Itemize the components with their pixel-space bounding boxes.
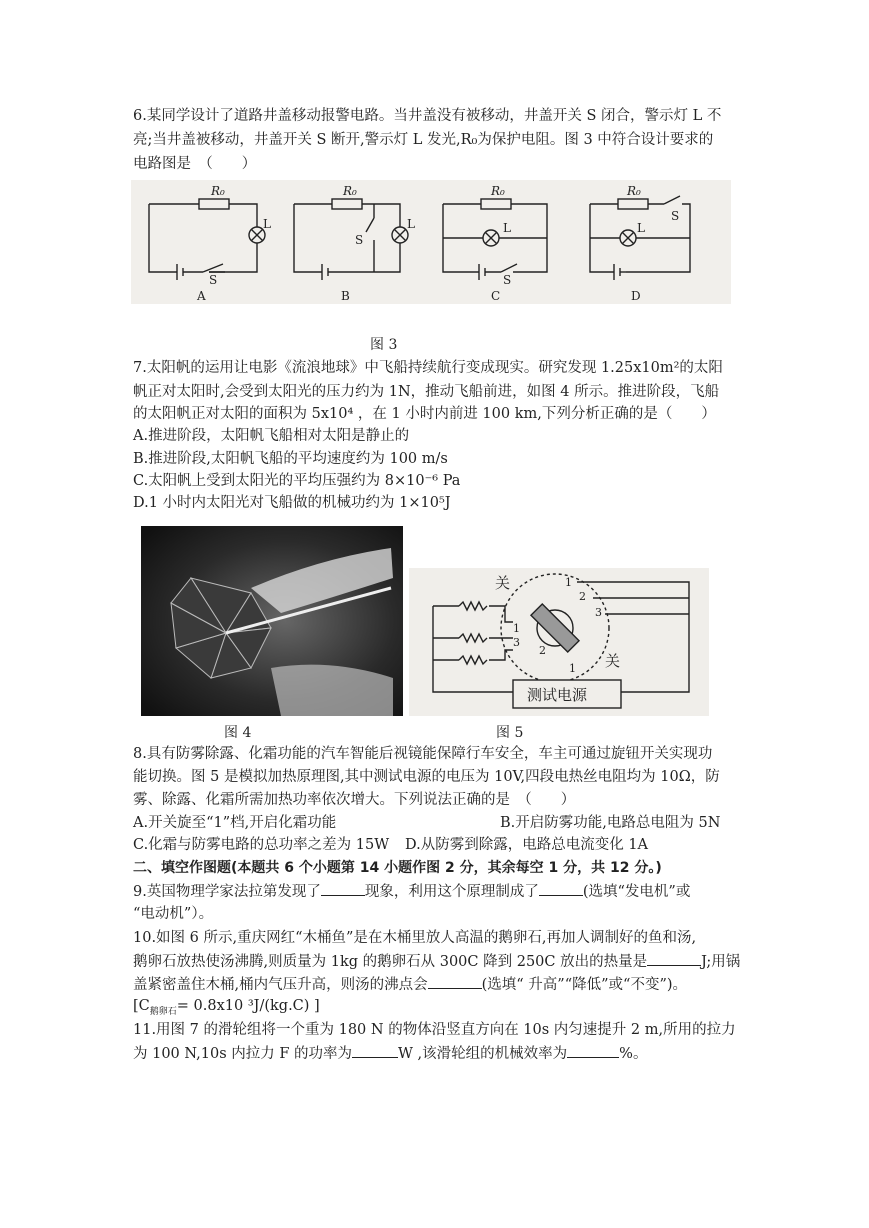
figure-3-circuits bbox=[131, 180, 731, 304]
figure-5-heating-circuit bbox=[409, 568, 709, 716]
svg-text:L: L bbox=[503, 221, 511, 235]
q10-text-2a: 鹅卵石放热使汤沸腾,则质量为 1kg 的鹅卵石从 300C 降到 250C 放出的热量是 bbox=[133, 954, 648, 970]
q10-text-4a: [C bbox=[133, 998, 150, 1014]
q6-line-2: 亮;当井盖被移动，井盖开关 S 断开,警示灯 L 发光,R₀为保护电阻。图 3 中符合设计要求的 bbox=[133, 132, 714, 148]
q8-option-c: C.化霜与防雾电路的总功率之差为 15W bbox=[133, 837, 390, 853]
q6-line-1: 6.某同学设计了道路井盖移动报警电路。当井盖没有被移动，井盖开关 S 闭合，警示灯 L 不 bbox=[133, 108, 722, 124]
svg-text:R₀: R₀ bbox=[627, 184, 641, 198]
q8-option-a: A.开关旋至“1”档,开启化霜功能 bbox=[133, 815, 337, 831]
svg-text:L: L bbox=[637, 221, 645, 235]
svg-text:关: 关 bbox=[605, 652, 621, 670]
svg-text:1: 1 bbox=[565, 576, 572, 589]
svg-text:R₀: R₀ bbox=[343, 184, 357, 198]
svg-text:D: D bbox=[631, 289, 641, 303]
q10-line-4 bbox=[133, 996, 320, 1022]
q7-option-a: A.推进阶段，太阳帆飞船相对太阳是静止的 bbox=[133, 428, 410, 444]
figure-4-caption: 图 4 bbox=[224, 725, 252, 741]
q8-line-1: 8.具有防雾除露、化霜功能的汽车智能后视镜能保障行车安全，车主可通过旋钮开关实现功 bbox=[133, 746, 713, 762]
svg-text:S: S bbox=[671, 209, 680, 223]
svg-text:S: S bbox=[503, 273, 512, 287]
q7-option-d: D.1 小时内太阳光对飞船做的机械功约为 1×10⁵J bbox=[133, 495, 451, 511]
q11-blank-2[interactable] bbox=[567, 1043, 619, 1058]
q10-text-3b: (选填“ 升高”“降低”或“不变”)。 bbox=[481, 977, 688, 993]
q9-line-2: “电动机”）。 bbox=[133, 906, 214, 922]
q8-line-2: 能切换。图 5 是模拟加热原理图,其中测试电源的电压为 10V,四段电热丝电阻均为 10Ω，防 bbox=[133, 769, 720, 785]
q10-subscript: 鹅卵石 bbox=[149, 1006, 177, 1017]
q7-option-b: B.推进阶段,太阳帆飞船的平均速度约为 100 m/s bbox=[133, 451, 448, 467]
q10-text-3a: 盖紧密盖住木桶,桶内气压升高，则汤的沸点会 bbox=[133, 977, 428, 993]
q11-line-2 bbox=[133, 1043, 647, 1064]
q6-line-3: 电路图是 （ ） bbox=[133, 156, 257, 172]
q7-option-c: C.太阳帆上受到太阳光的平均压强约为 8×10⁻⁶ Pa bbox=[133, 473, 461, 489]
q8-line-3: 雾、除露、化霜所需加热功率依次增大。下列说法正确的是 （ ） bbox=[133, 792, 576, 808]
circuit-a bbox=[149, 199, 265, 280]
svg-text:A: A bbox=[197, 289, 206, 303]
svg-text:关: 关 bbox=[495, 574, 511, 592]
q11-text-2a: 为 100 N,10s 内拉力 F 的功率为 bbox=[133, 1046, 353, 1062]
q8-option-d: D.从防雾到除露，电路总电流变化 1A bbox=[405, 837, 649, 853]
svg-text:R₀: R₀ bbox=[211, 184, 225, 198]
q10-line-3 bbox=[133, 974, 687, 995]
figure-3-caption: 图 3 bbox=[370, 337, 398, 353]
q9-text-c: (选填“发电机”或 bbox=[582, 884, 691, 900]
q11-text-2c: %。 bbox=[619, 1046, 648, 1062]
circuit-c bbox=[443, 199, 547, 280]
svg-text:B: B bbox=[341, 289, 350, 303]
q7-line-2: 帆正对太阳时,会受到太阳光的压力约为 1N，推动飞船前进，如图 4 所示。推进阶段，飞船 bbox=[133, 384, 720, 400]
svg-text:3: 3 bbox=[513, 636, 520, 649]
q9-blank-1[interactable] bbox=[321, 881, 365, 896]
figure-4-solar-sail-photo bbox=[131, 518, 403, 716]
svg-text:L: L bbox=[407, 217, 415, 231]
q10-text-4b: = 0.8x10 ³J/(kg.C) ] bbox=[176, 998, 320, 1014]
svg-text:3: 3 bbox=[595, 606, 602, 619]
q11-line-1: 11.用图 7 的滑轮组将一个重为 180 N 的物体沿竖直方向在 10s 内匀速提升 2 m,所用的拉力 bbox=[133, 1022, 736, 1038]
q7-line-3: 的太阳帆正对太阳的面积为 5x10⁴ ，在 1 小时内前进 100 km,下列分析正确的是（ ） bbox=[133, 406, 716, 422]
q9-line-1 bbox=[133, 881, 690, 902]
q10-blank-1[interactable] bbox=[647, 951, 701, 966]
q11-text-2b: W ,该滑轮组的机械效率为 bbox=[398, 1046, 568, 1062]
q9-blank-2[interactable] bbox=[539, 881, 583, 896]
section-2-heading: 二、填空作图题(本题共 6 个小题第 14 小题作图 2 分，其余每空 1 分，共 12 分。) bbox=[133, 860, 662, 876]
svg-text:2: 2 bbox=[579, 590, 586, 603]
q9-text-a: 9.英国物理学家法拉第发现了 bbox=[133, 884, 321, 900]
q10-text-2b: J;用锅 bbox=[701, 954, 741, 970]
q7-line-1: 7.太阳帆的运用让电影《流浪地球》中飞船持续航行变成现实。研究发现 1.25x10m²的太阳 bbox=[133, 360, 723, 376]
q10-line-2 bbox=[133, 951, 740, 972]
q8-option-b: B.开启防雾功能,电路总电阻为 5N bbox=[500, 815, 721, 831]
svg-text:S: S bbox=[209, 273, 218, 287]
svg-text:R₀: R₀ bbox=[491, 184, 505, 198]
q10-line-1: 10.如图 6 所示,重庆网红“木桶鱼”是在木桶里放人高温的鹅卵石,再加人调制好的鱼和汤, bbox=[133, 930, 697, 946]
svg-text:C: C bbox=[491, 289, 501, 303]
svg-text:测试电源: 测试电源 bbox=[527, 686, 588, 704]
svg-text:L: L bbox=[263, 217, 271, 231]
q11-blank-1[interactable] bbox=[352, 1043, 398, 1058]
figure-5-caption: 图 5 bbox=[496, 725, 524, 741]
q9-text-b: 现象，利用这个原理制成了 bbox=[364, 884, 539, 900]
svg-text:2: 2 bbox=[539, 644, 546, 657]
svg-text:1: 1 bbox=[513, 622, 520, 635]
q10-blank-2[interactable] bbox=[428, 974, 482, 989]
svg-text:S: S bbox=[355, 233, 364, 247]
svg-text:1: 1 bbox=[569, 662, 576, 675]
circuit-b bbox=[294, 199, 408, 280]
